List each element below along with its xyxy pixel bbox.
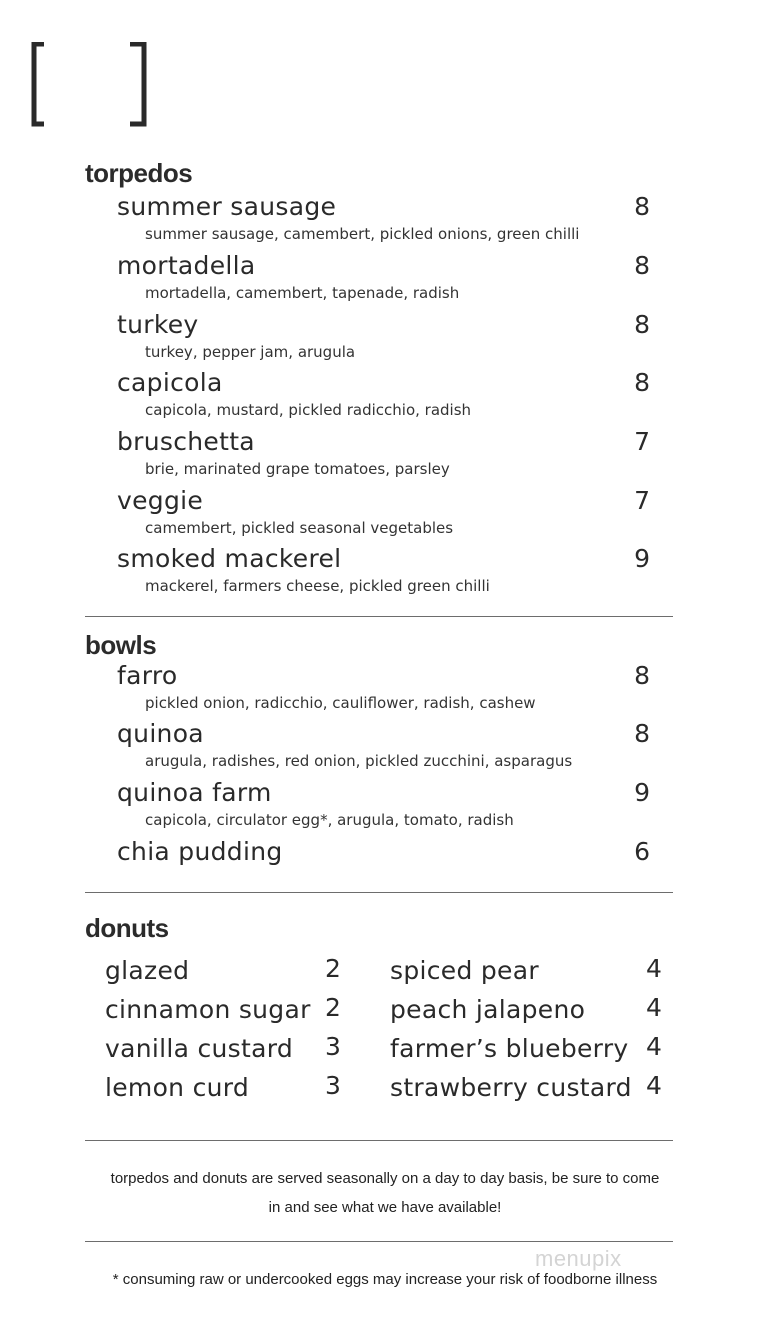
- donut-item: [105, 956, 345, 986]
- menu-item: [117, 720, 657, 770]
- donut-name: vanilla custard: [105, 1034, 294, 1063]
- item-price: 7: [634, 427, 650, 456]
- item-price: 6: [634, 837, 650, 866]
- item-name: quinoa: [117, 719, 204, 748]
- section-divider: [85, 616, 673, 617]
- item-description: capicola, circulator egg*, arugula, tomato, radish: [145, 811, 514, 829]
- menu-item: [117, 252, 657, 302]
- item-price: 8: [634, 661, 650, 690]
- item-name: chia pudding: [117, 837, 283, 866]
- donut-name: farmer’s blueberry: [390, 1034, 629, 1063]
- item-price: 8: [634, 719, 650, 748]
- item-price: 8: [634, 251, 650, 280]
- donut-name: glazed: [105, 956, 190, 985]
- item-name: turkey: [117, 310, 199, 339]
- menu-item: [117, 428, 657, 478]
- brand-logo: [30, 42, 150, 128]
- donut-name: spiced pear: [390, 956, 539, 985]
- item-description: arugula, radishes, red onion, pickled zucchini, asparagus: [145, 752, 573, 770]
- item-price: 9: [634, 778, 650, 807]
- item-price: 9: [634, 544, 650, 573]
- donut-price: 4: [646, 954, 662, 983]
- item-description: summer sausage, camembert, pickled onions, green chilli: [145, 225, 580, 243]
- section-divider: [85, 892, 673, 893]
- item-description: capicola, mustard, pickled radicchio, radish: [145, 401, 472, 419]
- seasonal-note-line-1: torpedos and donuts are served seasonally on a day to day basis, be sure to come: [110, 1170, 660, 1187]
- seasonal-note-line-2: in and see what we have available!: [268, 1199, 502, 1216]
- item-name: veggie: [117, 486, 204, 515]
- menu-item: [117, 779, 657, 829]
- section-divider: [85, 1241, 673, 1242]
- donut-price: 2: [325, 993, 341, 1022]
- menu-item: [117, 311, 657, 361]
- item-price: 7: [634, 486, 650, 515]
- watermark: menupix: [535, 1246, 622, 1271]
- donut-item: [390, 1034, 670, 1064]
- item-description: camembert, pickled seasonal vegetables: [145, 519, 454, 537]
- item-description: pickled onion, radicchio, cauliflower, radish, cashew: [145, 694, 536, 712]
- item-price: 8: [634, 368, 650, 397]
- donut-price: 3: [325, 1071, 341, 1100]
- donut-item: [105, 1034, 345, 1064]
- health-warning: * consuming raw or undercooked eggs may increase your risk of foodborne illness: [112, 1271, 658, 1288]
- item-description: brie, marinated grape tomatoes, parsley: [145, 460, 450, 478]
- donut-name: lemon curd: [105, 1073, 250, 1102]
- item-name: mortadella: [117, 251, 256, 280]
- donut-price: 2: [325, 954, 341, 983]
- donut-name: peach jalapeno: [390, 995, 586, 1024]
- menu-item: [117, 487, 657, 537]
- donut-price: 4: [646, 1032, 662, 1061]
- seasonal-note: [85, 1164, 685, 1222]
- donut-item: [105, 1073, 345, 1103]
- item-name: smoked mackerel: [117, 544, 342, 573]
- menu-item: [117, 369, 657, 419]
- donut-price: 4: [646, 1071, 662, 1100]
- donut-item: [390, 1073, 670, 1103]
- menu-item: [117, 662, 657, 712]
- item-name: capicola: [117, 368, 223, 397]
- donut-name: cinnamon sugar: [105, 995, 311, 1024]
- item-name: summer sausage: [117, 192, 337, 221]
- donut-name: strawberry custard: [390, 1073, 632, 1102]
- menu-item: [117, 838, 657, 866]
- item-description: mackerel, farmers cheese, pickled green chilli: [145, 577, 490, 595]
- item-price: 8: [634, 310, 650, 339]
- donut-item: [390, 956, 670, 986]
- menu-item: [117, 193, 657, 243]
- donut-item: [390, 995, 670, 1025]
- item-name: bruschetta: [117, 427, 255, 456]
- donut-price: 4: [646, 993, 662, 1022]
- section-title-bowls: bowls: [85, 630, 157, 660]
- item-description: turkey, pepper jam, arugula: [145, 343, 356, 361]
- donut-item: [105, 995, 345, 1025]
- item-description: mortadella, camembert, tapenade, radish: [145, 284, 460, 302]
- donut-price: 3: [325, 1032, 341, 1061]
- item-price: 8: [634, 192, 650, 221]
- section-divider: [85, 1140, 673, 1141]
- item-name: quinoa farm: [117, 778, 272, 807]
- menu-item: [117, 545, 657, 595]
- section-title-torpedos: torpedos: [85, 158, 193, 188]
- section-title-donuts: donuts: [85, 913, 169, 943]
- item-name: farro: [117, 661, 178, 690]
